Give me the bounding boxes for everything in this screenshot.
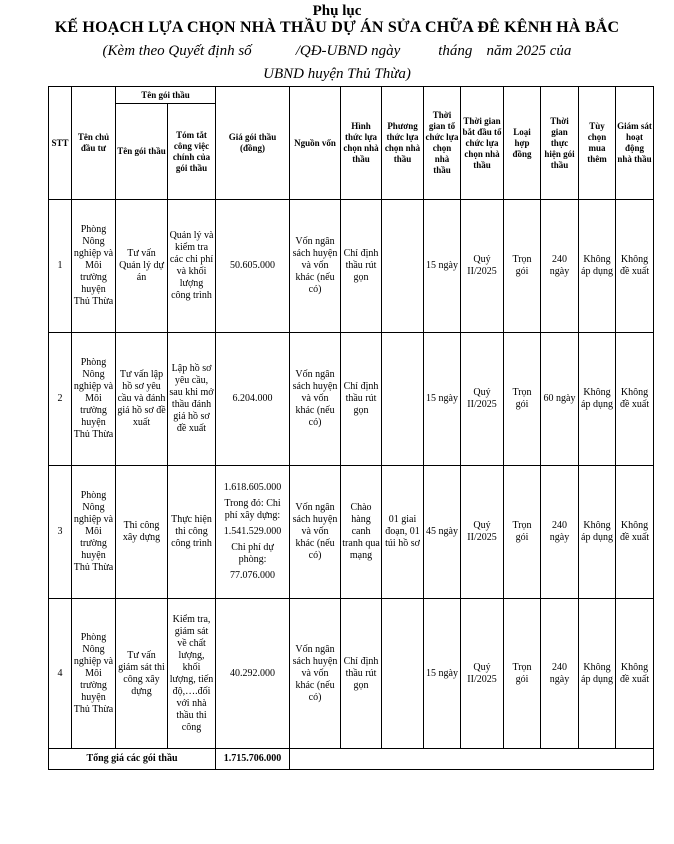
cell-exec-time: 240 ngày bbox=[541, 466, 579, 599]
cell-option: Không áp dụng bbox=[579, 599, 616, 749]
total-row bbox=[49, 749, 654, 770]
cell-summary: Thực hiện thi công công trình bbox=[168, 466, 216, 599]
cell-contract: Trọn gói bbox=[504, 200, 541, 333]
cell-supervision: Không đề xuất bbox=[616, 333, 654, 466]
cell-funding: Vốn ngân sách huyện và vốn khác (nếu có) bbox=[290, 200, 341, 333]
cell-form: Chỉ định thầu rút gọn bbox=[341, 599, 382, 749]
cell-summary: Kiểm tra, giám sát về chất lượng, khối lượng, tiến độ,….đối với nhà thầu thi công bbox=[168, 599, 216, 749]
cell-summary: Lập hồ sơ yêu cầu, sau khi mở thầu đánh giá hồ sơ đề xuất bbox=[168, 333, 216, 466]
table-row bbox=[49, 333, 654, 466]
cell-owner: Phòng Nông nghiệp và Môi trường huyện Thủ Thừa bbox=[72, 200, 116, 333]
cell-method bbox=[382, 200, 424, 333]
cell-price bbox=[216, 466, 290, 599]
cell-package-name: Tư vấn lập hồ sơ yêu cầu và đánh giá hồ sơ đề xuất bbox=[116, 333, 168, 466]
cell-contract: Trọn gói bbox=[504, 466, 541, 599]
table-row bbox=[49, 466, 654, 599]
cell-contract: Trọn gói bbox=[504, 599, 541, 749]
appendix-label: Phụ lục bbox=[312, 3, 362, 19]
total-empty bbox=[290, 749, 654, 770]
header-form: Hình thức lựa chọn nhà thầu bbox=[341, 87, 382, 200]
cell-start: Quý II/2025 bbox=[461, 466, 504, 599]
cell-duration: 15 ngày bbox=[424, 200, 461, 333]
price-contingency-label: Chi phí dự phòng: bbox=[231, 542, 274, 565]
cell-duration: 15 ngày bbox=[424, 599, 461, 749]
cell-form: Chào hàng canh tranh qua mạng bbox=[341, 466, 382, 599]
price-detail-label: Trong đó: Chi phí xây dựng: bbox=[224, 498, 281, 521]
cell-package-name: Tư vấn Quản lý dự án bbox=[116, 200, 168, 333]
document-subtitle-line2: UBND huyện Thủ Thừa) bbox=[263, 66, 411, 82]
document-subtitle bbox=[0, 41, 674, 61]
cell-exec-time: 60 ngày bbox=[541, 333, 579, 466]
header-package-group: Tên gói thầu bbox=[116, 87, 216, 104]
header-summary: Tóm tắt công việc chính của gói thầu bbox=[168, 104, 216, 200]
header-stt: STT bbox=[49, 87, 72, 200]
cell-stt: 2 bbox=[49, 333, 72, 466]
cell-funding: Vốn ngân sách huyện và vốn khác (nếu có) bbox=[290, 599, 341, 749]
header-exec-time: Thời gian thực hiện gói thầu bbox=[541, 87, 579, 200]
table-row bbox=[49, 200, 654, 333]
header-start: Thời gian bắt đầu tổ chức lựa chọn nhà thầu bbox=[461, 87, 504, 200]
cell-duration: 45 ngày bbox=[424, 466, 461, 599]
cell-duration: 15 ngày bbox=[424, 333, 461, 466]
cell-option: Không áp dụng bbox=[579, 333, 616, 466]
cell-method: 01 giai đoạn, 01 túi hồ sơ bbox=[382, 466, 424, 599]
cell-exec-time: 240 ngày bbox=[541, 599, 579, 749]
cell-option: Không áp dụng bbox=[579, 200, 616, 333]
cell-supervision: Không đề xuất bbox=[616, 200, 654, 333]
cell-funding: Vốn ngân sách huyện và vốn khác (nếu có) bbox=[290, 333, 341, 466]
header-duration: Thời gian tổ chức lựa chọn nhà thầu bbox=[424, 87, 461, 200]
cell-package-name: Thi công xây dựng bbox=[116, 466, 168, 599]
header-package-name: Tên gói thầu bbox=[116, 104, 168, 200]
cell-stt: 4 bbox=[49, 599, 72, 749]
cell-stt: 3 bbox=[49, 466, 72, 599]
subtitle-part-c: tháng bbox=[438, 43, 473, 59]
price-total: 1.618.605.000 bbox=[223, 482, 282, 493]
cell-owner: Phòng Nông nghiệp và Môi trường huyện Thủ Thừa bbox=[72, 333, 116, 466]
header-option: Tùy chọn mua thêm bbox=[579, 87, 616, 200]
cell-package-name: Tư vấn giám sát thi công xây dựng bbox=[116, 599, 168, 749]
cell-summary: Quản lý và kiểm tra các chi phí và khối lượng công trình bbox=[168, 200, 216, 333]
cell-price: 6.204.000 bbox=[216, 333, 290, 466]
price-construction: 1.541.529.000 bbox=[223, 526, 282, 537]
table-row bbox=[49, 599, 654, 749]
header-method: Phương thức lựa chọn nhà thầu bbox=[382, 87, 424, 200]
subtitle-part-b: /QĐ-UBND ngày bbox=[295, 43, 401, 59]
cell-method bbox=[382, 333, 424, 466]
subtitle-part-d: năm 2025 của bbox=[486, 43, 572, 59]
total-label: Tổng giá các gói thầu bbox=[49, 749, 216, 770]
cell-method bbox=[382, 599, 424, 749]
header-owner: Tên chủ đầu tư bbox=[72, 87, 116, 200]
header-contract: Loại hợp đồng bbox=[504, 87, 541, 200]
price-contingency: 77.076.000 bbox=[230, 570, 276, 581]
total-value: 1.715.706.000 bbox=[216, 749, 290, 770]
cell-funding: Vốn ngân sách huyện và vốn khác (nếu có) bbox=[290, 466, 341, 599]
cell-form: Chỉ định thầu rút gọn bbox=[341, 333, 382, 466]
subtitle-part-a: (Kèm theo Quyết định số bbox=[102, 43, 252, 59]
header-funding: Nguồn vốn bbox=[290, 87, 341, 200]
cell-start: Quý II/2025 bbox=[461, 333, 504, 466]
cell-stt: 1 bbox=[49, 200, 72, 333]
cell-supervision: Không đề xuất bbox=[616, 466, 654, 599]
cell-start: Quý II/2025 bbox=[461, 200, 504, 333]
cell-owner: Phòng Nông nghiệp và Môi trường huyện Thủ Thừa bbox=[72, 599, 116, 749]
header-price: Giá gói thầu (đồng) bbox=[216, 87, 290, 200]
cell-exec-time: 240 ngày bbox=[541, 200, 579, 333]
cell-option: Không áp dụng bbox=[579, 466, 616, 599]
header-supervision: Giám sát hoạt động nhà thầu bbox=[616, 87, 654, 200]
cell-contract: Trọn gói bbox=[504, 333, 541, 466]
cell-owner: Phòng Nông nghiệp và Môi trường huyện Thủ Thừa bbox=[72, 466, 116, 599]
cell-supervision: Không đề xuất bbox=[616, 599, 654, 749]
cell-price: 50.605.000 bbox=[216, 200, 290, 333]
cell-form: Chỉ định thầu rút gọn bbox=[341, 200, 382, 333]
cell-price: 40.292.000 bbox=[216, 599, 290, 749]
document-title: KẾ HOẠCH LỰA CHỌN NHÀ THẦU DỰ ÁN SỬA CHỮA ĐÊ KÊNH HÀ BẮC bbox=[54, 19, 620, 36]
bidding-plan-table bbox=[48, 86, 654, 770]
cell-start: Quý II/2025 bbox=[461, 599, 504, 749]
